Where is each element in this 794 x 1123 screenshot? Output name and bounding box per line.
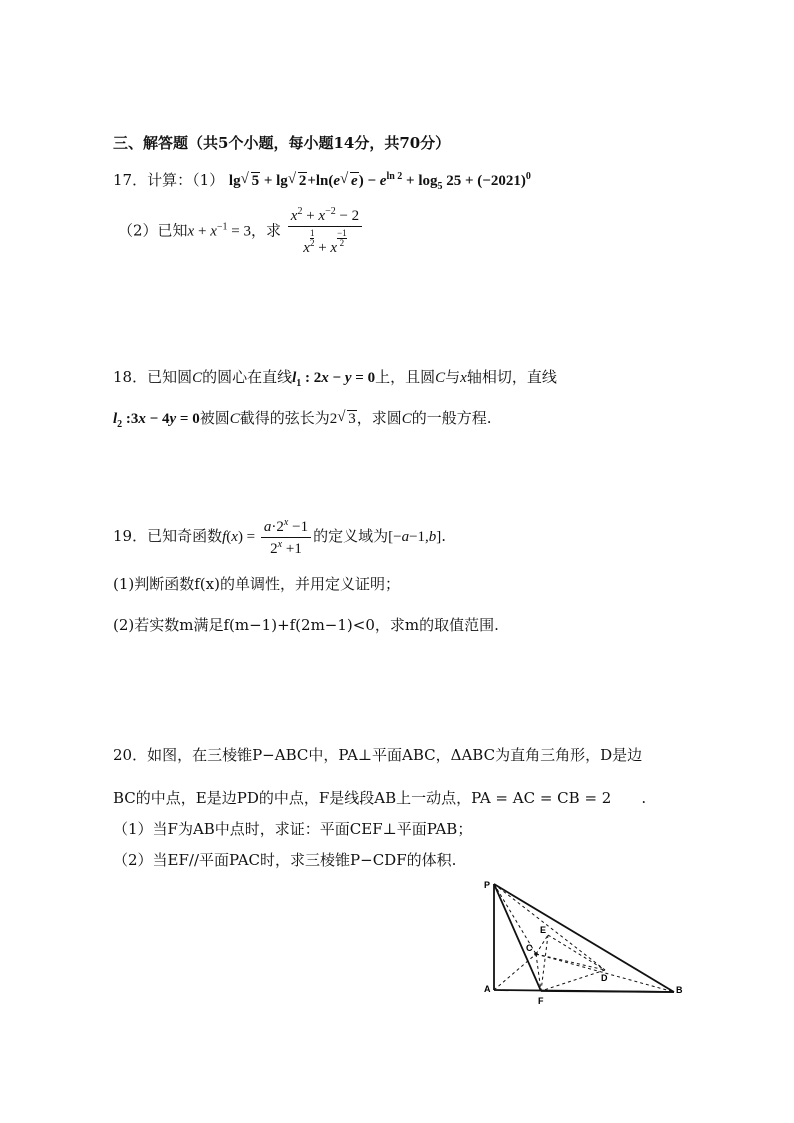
section-heading: 三、解答题（共5个小题，每小题14分，共70分）: [113, 134, 451, 152]
label-D: D: [601, 973, 608, 983]
q18-line-l2: $l_2$ :3x − 4y = 0: [113, 411, 200, 430]
q17-ask: ，求: [250, 221, 281, 240]
pyramid-figure: [478, 878, 688, 1008]
q17-label: 17．计算：（1）: [113, 171, 225, 189]
q17-condition: x: [187, 223, 195, 240]
edge-CE: [536, 935, 548, 954]
q17-line1: [113, 172, 531, 192]
label-C: C: [526, 943, 533, 953]
q19-line1: 19．已知奇函数f(x) = $\frac{a\cdot 2^x -1}{2^x +1}$ 的定义域为[−a−1,b].: [113, 517, 447, 557]
q20-part1: （1）当F为AB中点时，求证：平面CEF⊥平面PAB；: [113, 820, 473, 838]
point-C: [534, 952, 538, 956]
edge-FB: [541, 991, 674, 992]
q17-line2: （2）已知$x + x^{-1} = 3$，求 $x^2 + x^{-2} - 2$ x $\frac{1}{2}$ + x $\frac{-1}{2}$: [118, 207, 364, 256]
q18-line1: 18．已知圆C的圆心在直线$l_1$ : 2x − y = 0上，且圆C与x轴相切，直线: [113, 368, 557, 389]
edge-PB: [494, 884, 674, 992]
label-P: P: [484, 880, 491, 890]
q20-line1: 20．如图，在三棱锥P−ABC中，PA⊥平面ABC，ΔABC为直角三角形，D是边: [113, 746, 643, 764]
label-A: A: [484, 984, 491, 994]
edge-ED: [548, 935, 605, 970]
q17-expression: lg√ 5 + lg√ 2+ln(e√ $e) - e^{ln 2} + \log_5 25 + (-2021)^0$: [229, 173, 531, 189]
edge-PF: [494, 884, 541, 991]
q18-line2: $l_2$ :3x − 4y = 0被圆C截得的弦长为2√ 3，求圆C的一般方程.: [113, 411, 492, 430]
q20-part2: （2）当EF//平面PAC时，求三棱锥P−CDF的体积.: [113, 851, 457, 869]
edge-AC: [494, 954, 536, 990]
label-B: B: [676, 985, 683, 995]
q18-chord: 2√ 3: [330, 411, 357, 427]
label-F: F: [538, 996, 544, 1006]
label-E: E: [540, 925, 547, 935]
q19-part1: (1)判断函数f(x)的单调性，并用定义证明；: [113, 575, 400, 593]
q20-line2: BC的中点，E是边PD的中点，F是线段AB上一动点，PA = AC = CB = 2 .: [113, 789, 647, 807]
edge-DF: [541, 970, 605, 991]
q18-line-l1: $l_1$ : 2x − y = 0: [292, 370, 376, 389]
q19-function: f(x) = $\frac{a\cdot 2^x -1}{2^x +1}$: [222, 529, 313, 545]
q19-domain: [−a−1,b]: [388, 528, 442, 545]
q19-part2: (2)若实数m满足f(m−1)+f(2m−1)<0，求m的取值范围.: [113, 616, 499, 634]
q17-fraction: $x^2 + x^{-2} - 2$ x $\frac{1}{2}$ + x $\frac{-1}{2}$: [288, 207, 362, 256]
edge-EF: [541, 935, 548, 991]
q17-part2-prefix: （2）已知: [118, 221, 188, 240]
